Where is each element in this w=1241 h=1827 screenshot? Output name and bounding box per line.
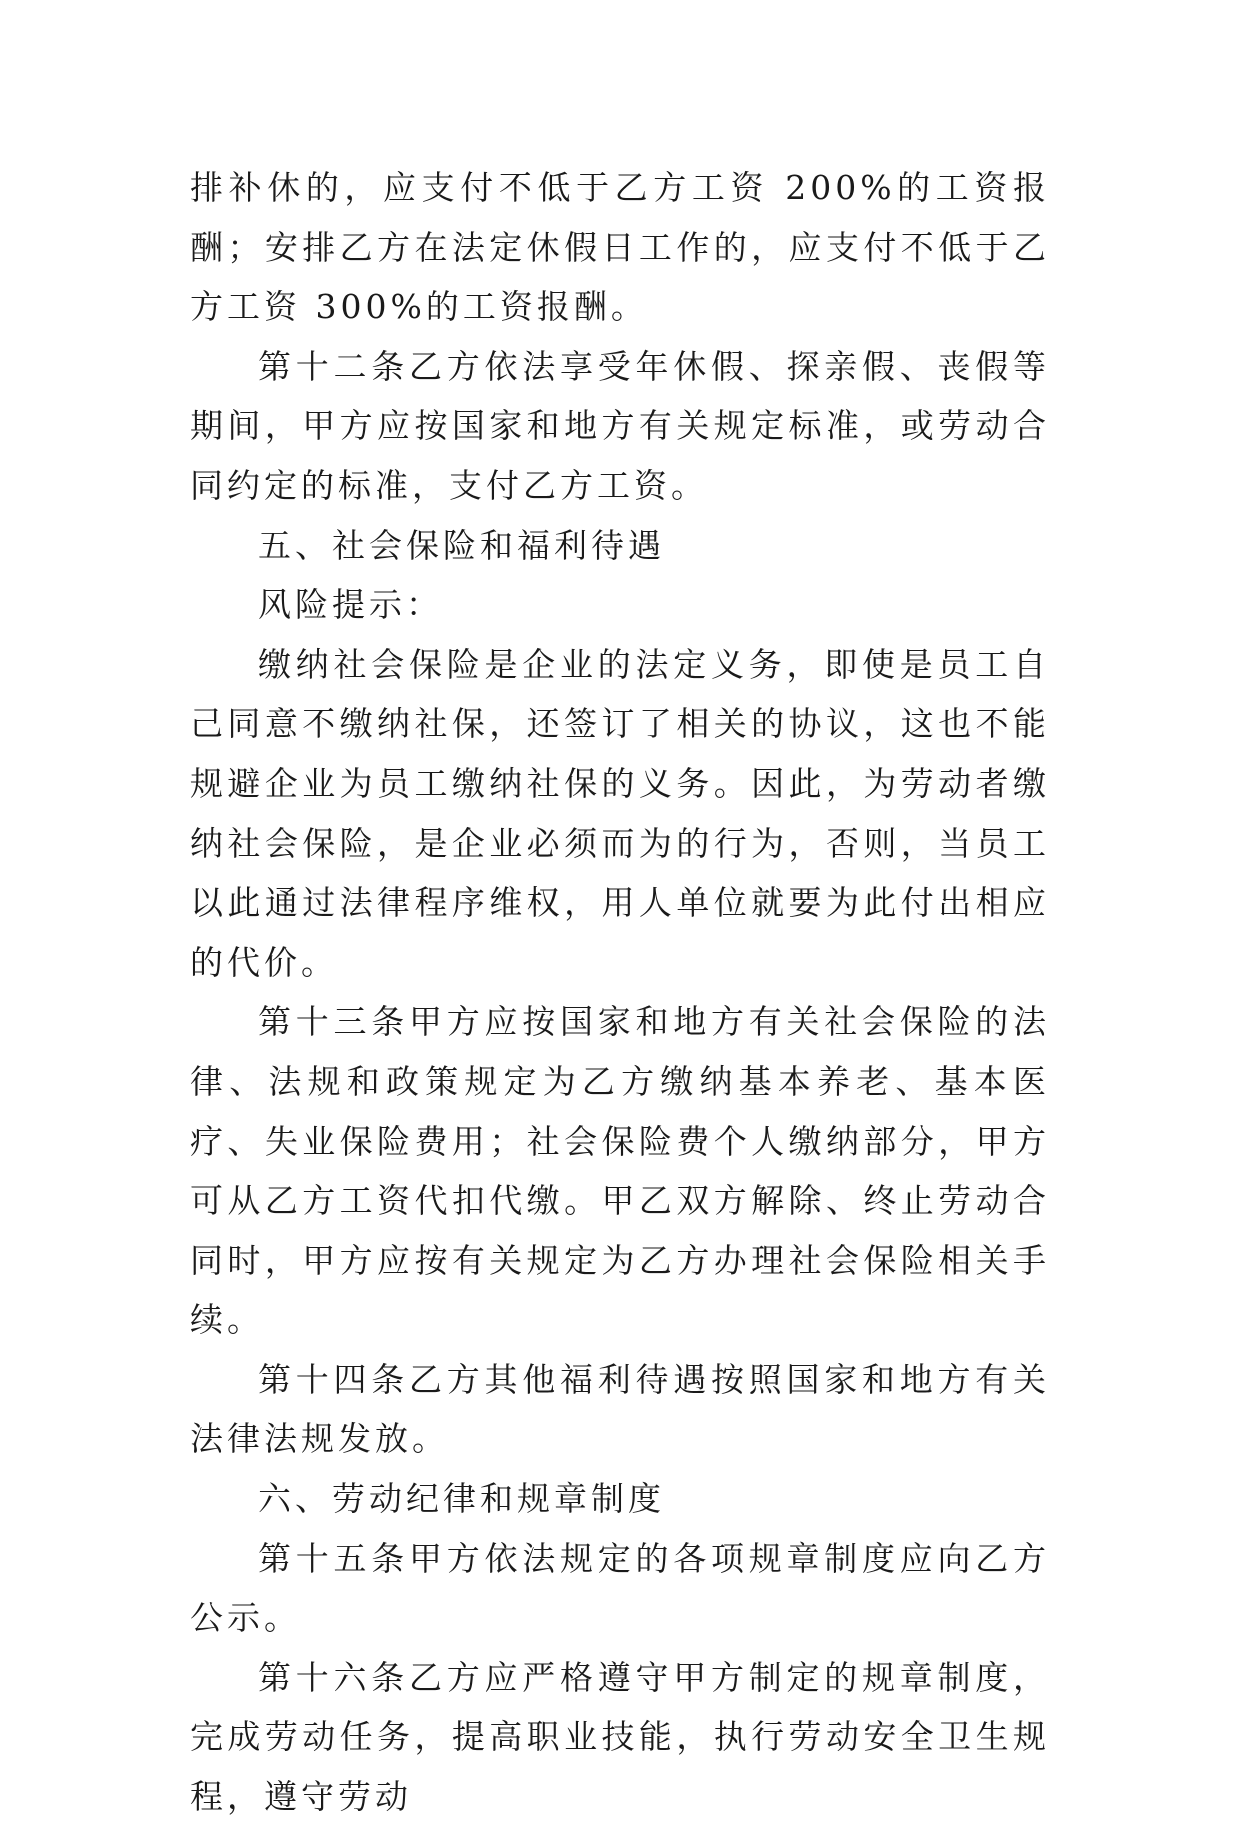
section-heading-social-insurance: 五、社会保险和福利待遇 — [258, 525, 665, 565]
paragraph-article-16: 第十六条乙方应严格遵守甲方制定的规章制度，完成劳动任务，提高职业技能，执行劳动安全卫生规程，遵守劳动 — [190, 1657, 1050, 1817]
paragraph-article-13: 第十三条甲方应按国家和地方有关社会保险的法律、法规和政策规定为乙方缴纳基本养老、基本医疗、失业保险费用；社会保险费个人缴纳部分，甲方可从乙方工资代扣代缴。甲乙双方解除、终止劳动合同时，甲方应按有关规定为乙方办理社会保险相关手续。 — [190, 1002, 1050, 1340]
risk-notice-label: 风险提示： — [258, 585, 443, 625]
paragraph-risk-notice: 缴纳社会保险是企业的法定义务，即使是员工自己同意不缴纳社保，还签订了相关的协议，这也不能规避企业为员工缴纳社保的义务。因此，为劳动者缴纳社会保险，是企业必须而为的行为，否则，当员工以此通过法律程序维权，用人单位就要为此付出相应的代价。 — [190, 644, 1050, 982]
paragraph-article-14: 第十四条乙方其他福利待遇按照国家和地方有关法律法规发放。 — [190, 1359, 1050, 1459]
document-body — [190, 158, 1050, 1827]
section-heading-labor-discipline: 六、劳动纪律和规章制度 — [258, 1479, 665, 1519]
paragraph-article-15: 第十五条甲方依法规定的各项规章制度应向乙方公示。 — [190, 1538, 1050, 1638]
paragraph-article-12: 第十二条乙方依法享受年休假、探亲假、丧假等期间，甲方应按国家和地方有关规定标准，或劳动合同约定的标准，支付乙方工资。 — [190, 346, 1050, 505]
paragraph-overtime-pay: 排补休的，应支付不低于乙方工资 200%的工资报酬；安排乙方在法定休假日工作的，应支付不低于乙方工资 300%的工资报酬。 — [190, 168, 1050, 327]
